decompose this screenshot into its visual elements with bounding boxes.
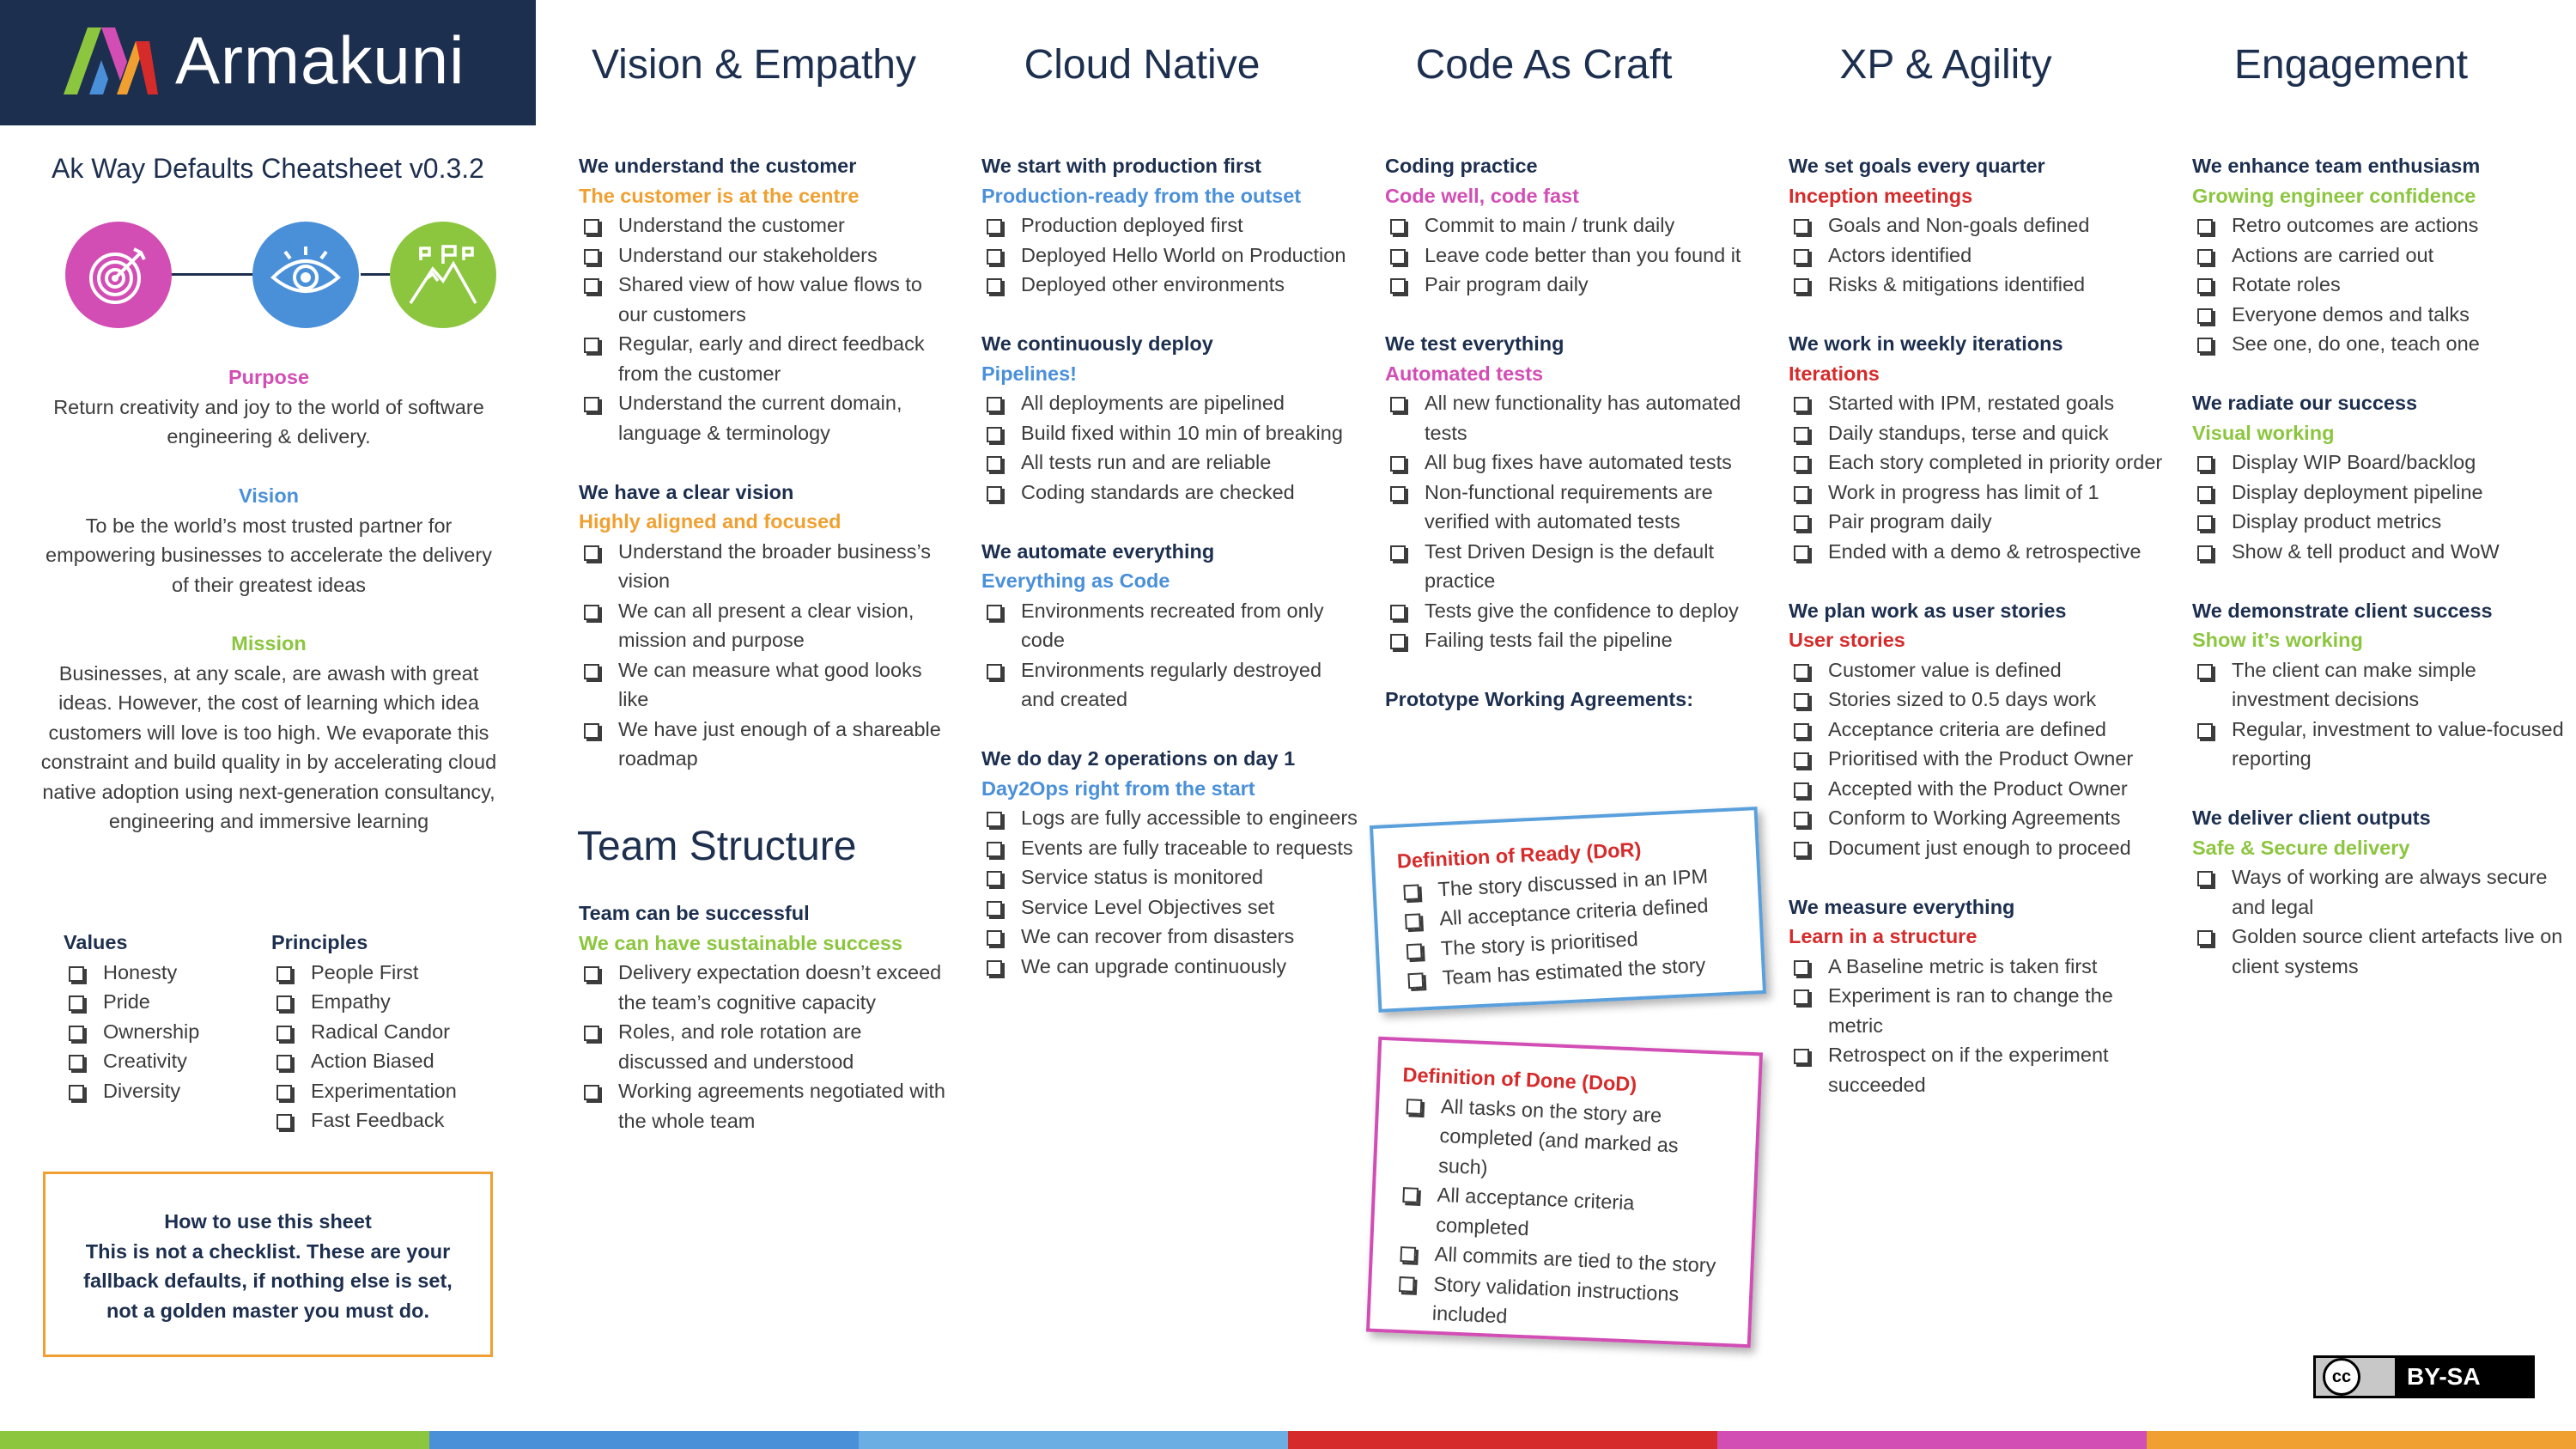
section-subtitle: Inception meetings — [1789, 184, 1973, 207]
mountain-flags-icon — [390, 222, 496, 328]
section-title: We understand the customer — [579, 155, 857, 177]
section-we-enhance-team-enthusiasm — [2192, 151, 2570, 359]
section-we-understand-the-customer — [579, 151, 957, 447]
section-we-set-goals-every-quarter — [1789, 151, 2166, 300]
checkbox-item[interactable]: Deployed other environments — [981, 270, 1359, 300]
card-title: Definition of Done (DoD) — [1402, 1063, 1637, 1096]
principles-heading: Principles — [271, 931, 368, 953]
column-heading-engagement: Engagement — [2233, 42, 2469, 88]
checkbox-item[interactable]: Service Level Objectives set — [981, 892, 1359, 922]
checkbox-item[interactable]: Failing tests fail the pipeline — [1385, 625, 1763, 655]
section-subtitle: Visual working — [2192, 421, 2335, 444]
column-heading-cloud-native: Cloud Native — [1024, 42, 1261, 88]
checkbox-item[interactable]: All tasks on the story are completed (and marked as such) — [1399, 1089, 1735, 1192]
section-title: We have a clear vision — [579, 480, 794, 503]
checkbox-item[interactable]: All new functionality has automated tests — [1385, 388, 1763, 447]
checkbox-item[interactable]: Roles, and role rotation are discussed and understood — [579, 1017, 957, 1076]
checkbox-item[interactable]: All acceptance criteria completed — [1396, 1178, 1732, 1251]
checkbox-item[interactable]: Experiment is ran to change the metric — [1789, 981, 2166, 1040]
section-title: We plan work as user stories — [1789, 599, 2067, 622]
checkbox-item[interactable]: Build fixed within 10 min of breaking — [981, 418, 1359, 448]
section-we-plan-work-as-user-stories — [1789, 596, 2166, 863]
how-to-title: How to use this sheet — [164, 1210, 372, 1233]
section-title: We start with production first — [981, 155, 1261, 177]
checkbox-item[interactable]: Events are fully traceable to requests — [981, 833, 1359, 863]
eye-icon — [252, 222, 359, 328]
checkbox-item[interactable]: Team has estimated the story — [1402, 948, 1740, 995]
section-we-demonstrate-client-success — [2192, 596, 2570, 774]
stripe-segment — [1288, 1431, 1717, 1449]
team-structure-heading: Team Structure — [577, 824, 857, 869]
checkbox-item[interactable]: We can all present a clear vision, mission and purpose — [579, 596, 957, 655]
card-title: Definition of Ready (DoR) — [1396, 837, 1642, 873]
stripe-segment — [0, 1431, 429, 1449]
sheet-title: Ak Way Defaults Cheatsheet v0.3.2 — [52, 153, 484, 184]
section-subtitle: Day2Ops right from the start — [981, 776, 1255, 800]
section-title: We deliver client outputs — [2192, 807, 2431, 829]
checkbox-item[interactable]: Non-functional requirements are verified with automated tests — [1385, 478, 1763, 537]
section-subtitle: Everything as Code — [981, 569, 1170, 592]
checkbox-item[interactable]: Environments regularly destroyed and created — [981, 655, 1359, 715]
purpose-heading: Purpose — [228, 366, 310, 388]
checkbox-item[interactable]: Service status is monitored — [981, 862, 1359, 892]
mission-block — [34, 629, 503, 837]
checkbox-item[interactable]: Retro outcomes are actions — [2192, 210, 2570, 240]
checkbox-item[interactable]: We can upgrade continuously — [981, 952, 1359, 982]
section-title: We demonstrate client success — [2192, 599, 2493, 622]
license-badge — [2313, 1355, 2535, 1398]
checkbox-item[interactable]: Retrospect on if the experiment succeeded — [1789, 1040, 2166, 1099]
checkbox-item[interactable]: Creativity — [64, 1046, 252, 1076]
checkbox-item[interactable]: Leave code better than you found it — [1385, 240, 1763, 271]
column-xp-agility — [1789, 151, 2166, 1129]
license-label: BY-SA — [2407, 1363, 2481, 1390]
mission-heading: Mission — [231, 632, 307, 654]
checkbox-item[interactable]: Display deployment pipeline — [2192, 478, 2570, 508]
section-we-radiate-our-success — [2192, 388, 2570, 566]
mission-text: Businesses, at any scale, are awash with great ideas. However, the cost of learning which idea customers will love is too high. We evaporate this constraint and build quality in by accelerating cloud native adoption using next-generation consultancy, engineering and immersive learning — [40, 661, 497, 832]
checkbox-item[interactable]: All bug fixes have automated tests — [1385, 447, 1763, 478]
checkbox-item[interactable]: The story discussed in an IPM — [1398, 860, 1735, 906]
section-subtitle: Highly aligned and focused — [579, 510, 841, 533]
checkbox-item[interactable]: Stories sized to 0.5 days work — [1789, 685, 2166, 715]
checkbox-item[interactable]: Accepted with the Product Owner — [1789, 774, 2166, 804]
section-subtitle: Pipelines! — [981, 362, 1078, 385]
checkbox-item[interactable]: Understand the broader business’s vision — [579, 537, 957, 596]
vision-block — [34, 481, 503, 600]
checkbox-item[interactable]: Shared view of how value flows to our customers — [579, 270, 957, 329]
checkbox-item[interactable]: Understand the current domain, language & terminology — [579, 388, 957, 447]
section-subtitle: Iterations — [1789, 362, 1880, 385]
checkbox-item[interactable]: Conform to Working Agreements — [1789, 803, 2166, 833]
checkbox-item[interactable]: Regular, early and direct feedback from the customer — [579, 329, 957, 388]
checkbox-item[interactable]: We can measure what good looks like — [579, 655, 957, 715]
section-title: We set goals every quarter — [1789, 155, 2045, 177]
section-subtitle: Show it’s working — [2192, 629, 2363, 651]
checkbox-item[interactable]: All acceptance criteria defined — [1400, 889, 1737, 935]
checkbox-item[interactable]: Commit to main / trunk daily — [1385, 210, 1763, 240]
section-subtitle: Growing engineer confidence — [2192, 184, 2476, 207]
section-we-automate-everything — [981, 537, 1359, 715]
section-subtitle: The customer is at the centre — [579, 184, 860, 207]
cc-icon: cc — [2323, 1358, 2360, 1396]
checkbox-item[interactable]: All tests run and are reliable — [981, 447, 1359, 478]
column-code-as-craft — [1385, 151, 1763, 715]
prototype-agreements-title: Prototype Working Agreements: — [1385, 688, 1694, 710]
section-subtitle: We can have sustainable success — [579, 931, 903, 954]
section-we-do-day-2-operations-on-day-1 — [981, 744, 1359, 981]
section-we-have-a-clear-vision — [579, 478, 957, 774]
logo-banner — [0, 0, 536, 125]
checkbox-item[interactable]: Goals and Non-goals defined — [1789, 210, 2166, 240]
section-title: We test everything — [1385, 332, 1564, 355]
column-heading-xp-agility: XP & Agility — [1839, 42, 2052, 88]
checkbox-item[interactable]: Actions are carried out — [2192, 240, 2570, 271]
vision-text: To be the world’s most trusted partner for empowering businesses to accelerate the delivery of their greatest ideas — [46, 514, 492, 596]
checkbox-item[interactable]: The client can make simple investment decisions — [2192, 655, 2570, 715]
checkbox-item[interactable]: The story is prioritised — [1400, 919, 1738, 965]
color-stripe — [0, 1431, 2576, 1449]
checkbox-item[interactable]: Story validation instructions included — [1392, 1267, 1728, 1340]
checkbox-item[interactable]: All commits are tied to the story — [1394, 1238, 1728, 1282]
stripe-segment — [2147, 1431, 2576, 1449]
checkbox-item[interactable]: Understand our stakeholders — [579, 240, 957, 271]
checkbox-item[interactable]: Daily standups, terse and quick — [1789, 418, 2166, 448]
purpose-block — [34, 362, 503, 452]
checkbox-item[interactable]: Ended with a demo & retrospective — [1789, 537, 2166, 567]
how-to-text: This is not a checklist. These are your fallback defaults, if nothing else is set, not a golden master you must do. — [83, 1239, 453, 1322]
section-title: We measure everything — [1789, 895, 2015, 918]
section-team-can-be-successful — [579, 898, 957, 1135]
checkbox-item[interactable]: Test Driven Design is the default practice — [1385, 537, 1763, 596]
checkbox-item[interactable]: Customer value is defined — [1789, 655, 2166, 685]
checkbox-item[interactable]: Pair program daily — [1385, 270, 1763, 300]
checkbox-item[interactable]: All deployments are pipelined — [981, 388, 1359, 418]
section-subtitle: Safe & Secure delivery — [2192, 836, 2410, 859]
checkbox-item[interactable]: Action Biased — [271, 1046, 512, 1076]
section-we-start-with-production-first — [981, 151, 1359, 300]
section-title: Coding practice — [1385, 155, 1538, 177]
checkbox-item[interactable]: Regular, investment to value-focused reporting — [2192, 715, 2570, 774]
section-we-deliver-client-outputs — [2192, 803, 2570, 981]
license-badge-left — [2316, 1358, 2395, 1396]
checkbox-item[interactable]: Risks & mitigations identified — [1789, 270, 2166, 300]
checkbox-item[interactable]: Started with IPM, restated goals — [1789, 388, 2166, 418]
checkbox-item[interactable]: See one, do one, teach one — [2192, 329, 2570, 359]
checkbox-item[interactable]: Empathy — [271, 987, 512, 1017]
target-icon — [65, 222, 172, 328]
brand-name: Armakuni — [175, 22, 465, 98]
section-we-work-in-weekly-iterations — [1789, 329, 2166, 566]
checkbox-item[interactable]: Everyone demos and talks — [2192, 300, 2570, 330]
checkbox-item[interactable]: Diversity — [64, 1076, 252, 1106]
checkbox-item[interactable]: We have just enough of a shareable roadmap — [579, 715, 957, 774]
section-subtitle: Production-ready from the outset — [981, 184, 1302, 207]
checkbox-item[interactable]: Work in progress has limit of 1 — [1789, 478, 2166, 508]
section-we-test-everything — [1385, 329, 1763, 655]
checkbox-item[interactable]: Prioritised with the Product Owner — [1789, 744, 2166, 774]
checkbox-item[interactable]: Show & tell product and WoW — [2192, 537, 2570, 567]
checkbox-item[interactable]: Honesty — [64, 958, 252, 988]
column-heading-code-as-craft: Code As Craft — [1415, 42, 1673, 88]
section-title: We do day 2 operations on day 1 — [981, 747, 1296, 770]
stripe-segment — [1717, 1431, 2147, 1449]
column-cloud-native — [981, 151, 1359, 1011]
checkbox-item[interactable]: Fast Feedback — [271, 1105, 512, 1135]
checkbox-item[interactable]: Deployed Hello World on Production — [981, 240, 1359, 271]
checkbox-item[interactable]: Delivery expectation doesn’t exceed the team’s cognitive capacity — [579, 958, 957, 1017]
purpose-text: Return creativity and joy to the world of software engineering & delivery. — [53, 395, 484, 447]
team-structure-section — [579, 898, 957, 1166]
section-subtitle: Automated tests — [1385, 362, 1544, 385]
section-we-measure-everything — [1789, 892, 2166, 1100]
definition-of-ready-card — [1370, 807, 1766, 1013]
checkbox-item[interactable]: Logs are fully accessible to engineers — [981, 803, 1359, 833]
section-we-continuously-deploy — [981, 329, 1359, 507]
checkbox-item[interactable]: Display WIP Board/backlog — [2192, 447, 2570, 478]
section-subtitle: Code well, code fast — [1385, 184, 1579, 207]
section-title: We enhance team enthusiasm — [2192, 155, 2481, 177]
section-subtitle: Learn in a structure — [1789, 925, 1978, 947]
checkbox-item[interactable]: Coding standards are checked — [981, 478, 1359, 508]
checkbox-item[interactable]: We can recover from disasters — [981, 922, 1359, 952]
checkbox-item[interactable]: Ways of working are always secure and legal — [2192, 862, 2570, 922]
column-heading-vision-empathy: Vision & Empathy — [592, 42, 916, 88]
how-to-use-box — [43, 1172, 493, 1357]
checkbox-item[interactable]: Each story completed in priority order — [1789, 447, 2166, 478]
section-subtitle: User stories — [1789, 629, 1905, 651]
checkbox-item[interactable]: Understand the customer — [579, 210, 957, 240]
checkbox-item[interactable]: Display product metrics — [2192, 507, 2570, 537]
values-heading: Values — [64, 931, 128, 953]
checkbox-item[interactable]: Document just enough to proceed — [1789, 833, 2166, 863]
checkbox-item[interactable]: Rotate roles — [2192, 270, 2570, 300]
vision-heading: Vision — [238, 484, 300, 507]
checkbox-item[interactable]: Production deployed first — [981, 210, 1359, 240]
checkbox-item[interactable]: Working agreements negotiated with the whole team — [579, 1076, 957, 1135]
column-engagement — [2192, 151, 2570, 1011]
section-title: We work in weekly iterations — [1789, 332, 2063, 355]
checkbox-item[interactable]: Acceptance criteria are defined — [1789, 715, 2166, 745]
checkbox-item[interactable]: People First — [271, 958, 512, 988]
purpose-icons — [65, 222, 471, 328]
checkbox-item[interactable]: Environments recreated from only code — [981, 596, 1359, 655]
section-title: Team can be successful — [579, 902, 810, 924]
section-title: We radiate our success — [2192, 392, 2418, 414]
stripe-segment — [429, 1431, 859, 1449]
checkbox-item[interactable]: Pride — [64, 987, 252, 1017]
section-coding-practice — [1385, 151, 1763, 300]
checkbox-item[interactable]: Experimentation — [271, 1076, 512, 1106]
checkbox-item[interactable]: Radical Candor — [271, 1017, 512, 1047]
checkbox-item[interactable]: Pair program daily — [1789, 507, 2166, 537]
checkbox-item[interactable]: A Baseline metric is taken first — [1789, 952, 2166, 982]
checkbox-item[interactable]: Tests give the confidence to deploy — [1385, 596, 1763, 626]
section-title: We automate everything — [981, 539, 1215, 563]
stripe-segment — [859, 1431, 1288, 1449]
principles-list — [271, 928, 512, 1135]
checkbox-item[interactable]: Golden source client artefacts live on client systems — [2192, 922, 2570, 981]
column-vision-empathy — [579, 151, 957, 803]
section-title: We continuously deploy — [981, 332, 1213, 355]
checkbox-item[interactable]: Actors identified — [1789, 240, 2166, 271]
armakuni-logo-icon — [64, 27, 158, 94]
checkbox-item[interactable]: Ownership — [64, 1017, 252, 1047]
values-list — [64, 928, 252, 1105]
definition-of-done-card — [1366, 1037, 1763, 1348]
